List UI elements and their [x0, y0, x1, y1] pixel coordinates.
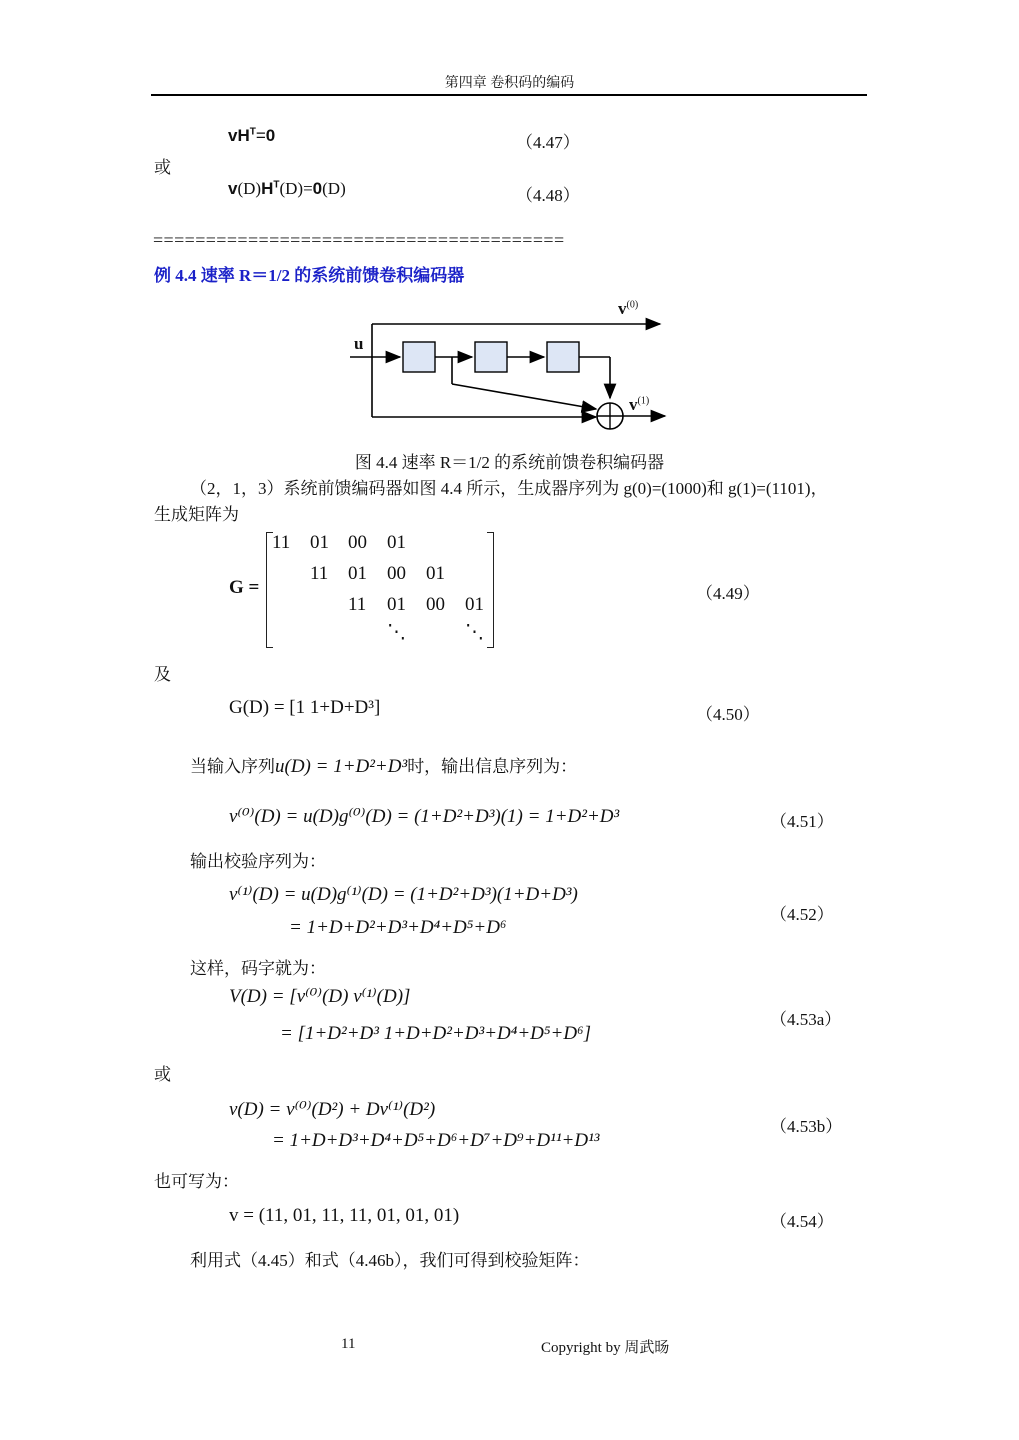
matrix-cell: 11: [348, 594, 367, 615]
equation-number-4-48: （4.48）: [516, 186, 580, 205]
equation-4-53b-line1: v(D) = v⁽⁰⁾(D²) + Dv⁽¹⁾(D²): [229, 1099, 436, 1120]
matrix-cell: 00: [348, 532, 367, 553]
equation-4-50: G(D) = [1 1+D+D³]: [229, 697, 381, 718]
equation-4-48: [228, 179, 346, 199]
eq-arg: (D): [237, 179, 262, 198]
matrix-cell: 01: [310, 532, 329, 553]
equation-4-53b-line2: = 1+D+D³+D⁴+D⁵+D⁶+D⁷+D⁹+D¹¹+D¹³: [272, 1130, 600, 1151]
eq-var-H: H: [261, 179, 274, 198]
equation-number-4-50: （4.50）: [696, 705, 760, 724]
matrix-cell: 01: [387, 594, 406, 615]
eq-zero: 0: [312, 179, 323, 198]
figure-label-v1: $v^{(1)}$: [629, 395, 650, 414]
paragraph-encoder-desc-cont: 生成矩阵为: [154, 505, 239, 524]
equation-4-54: v = (11, 01, 11, 11, 01, 01, 01): [229, 1205, 460, 1226]
eq-zero: 0: [265, 126, 276, 145]
header-rule: [151, 94, 867, 96]
equation-number-4-53a: （4.53a）: [770, 1010, 842, 1029]
matrix-right-bracket: [487, 532, 494, 648]
page-number: 11: [341, 1336, 356, 1352]
eq-sup-T: T: [273, 179, 280, 191]
equation-4-47: [228, 126, 275, 146]
matrix-cell: 01: [426, 563, 445, 584]
matrix-cell: 01: [387, 532, 406, 553]
equation-number-4-52: （4.52）: [770, 905, 834, 924]
equation-number-4-49: （4.49）: [696, 584, 760, 603]
shift-register-2: [475, 342, 507, 372]
eq-arg: (D): [322, 179, 346, 198]
equation-4-51: v⁽⁰⁾(D) = u(D)g⁽⁰⁾(D) = (1+D²+D³)(1) = 1+D²+D³: [229, 806, 620, 827]
figure-caption: 图 4.4 速率 R＝1/2 的系统前馈卷积编码器: [354, 453, 665, 472]
matrix-cell: 00: [387, 563, 406, 584]
equation-4-52-line2: = 1+D+D²+D³+D⁴+D⁵+D⁶: [289, 917, 507, 938]
shift-register-1: [403, 342, 435, 372]
word-or-2: 或: [154, 1065, 171, 1084]
matrix-cell: ⋱: [387, 622, 406, 643]
matrix-cell: 00: [426, 594, 445, 615]
equation-number-4-54: （4.54）: [770, 1212, 834, 1231]
paragraph-also-written: 也可写为：: [154, 1172, 239, 1191]
equation-number-4-53b: （4.53b）: [770, 1117, 843, 1136]
copyright-notice: Copyright by 周武旸: [541, 1340, 670, 1356]
example-title: 例 4.4 速率 R＝1/2 的系统前馈卷积编码器: [154, 266, 465, 285]
eq-sup-T: T: [249, 126, 256, 138]
matrix-cell: 11: [272, 532, 291, 553]
eq-var-v: v: [228, 126, 238, 145]
figure-label-u: u: [354, 334, 364, 353]
eq-var-H: H: [237, 126, 250, 145]
eq-var-v: v: [228, 179, 238, 198]
matrix-cell: 11: [310, 563, 329, 584]
shift-register-3: [547, 342, 579, 372]
matrix-cell: 01: [465, 594, 484, 615]
equation-4-53a-line2: = [1+D²+D³ 1+D+D²+D³+D⁴+D⁵+D⁶]: [280, 1023, 592, 1044]
figure-label-v0: $v^{(0)}$: [618, 299, 639, 318]
paragraph-input-sequence: 当输入序列u(D) = 1+D²+D³时，输出信息序列为：: [190, 756, 578, 777]
equation-4-53a-line1: V(D) = [v⁽⁰⁾(D) v⁽¹⁾(D)]: [229, 986, 411, 1007]
word-and: 及: [154, 665, 171, 684]
matrix-lhs: G =: [229, 577, 260, 598]
equation-4-52-line1: v⁽¹⁾(D) = u(D)g⁽¹⁾(D) = (1+D²+D³)(1+D+D³): [229, 884, 578, 905]
eq-equals: =: [255, 126, 266, 145]
paragraph-encoder-desc: （2，1，3）系统前馈编码器如图 4.4 所示，生成器序列为 g(0)=(1000)和 g(1)=(1101)，: [190, 479, 828, 498]
separator-line: =======================================: [153, 230, 565, 250]
page-header: 第四章 卷积码的编码: [444, 76, 575, 91]
eq-arg: (D)=: [279, 179, 313, 198]
matrix-cell: ⋱: [465, 622, 484, 643]
paragraph-codeword: 这样，码字就为：: [190, 959, 326, 978]
equation-number-4-51: （4.51）: [770, 812, 834, 831]
equation-number-4-47: （4.47）: [516, 133, 580, 152]
paragraph-parity-seq: 输出校验序列为：: [190, 852, 326, 871]
matrix-cell: 01: [348, 563, 367, 584]
word-or-1: 或: [154, 158, 171, 177]
paragraph-parity-matrix: 利用式（4.45）和式（4.46b），我们可得到校验矩阵：: [190, 1251, 590, 1270]
